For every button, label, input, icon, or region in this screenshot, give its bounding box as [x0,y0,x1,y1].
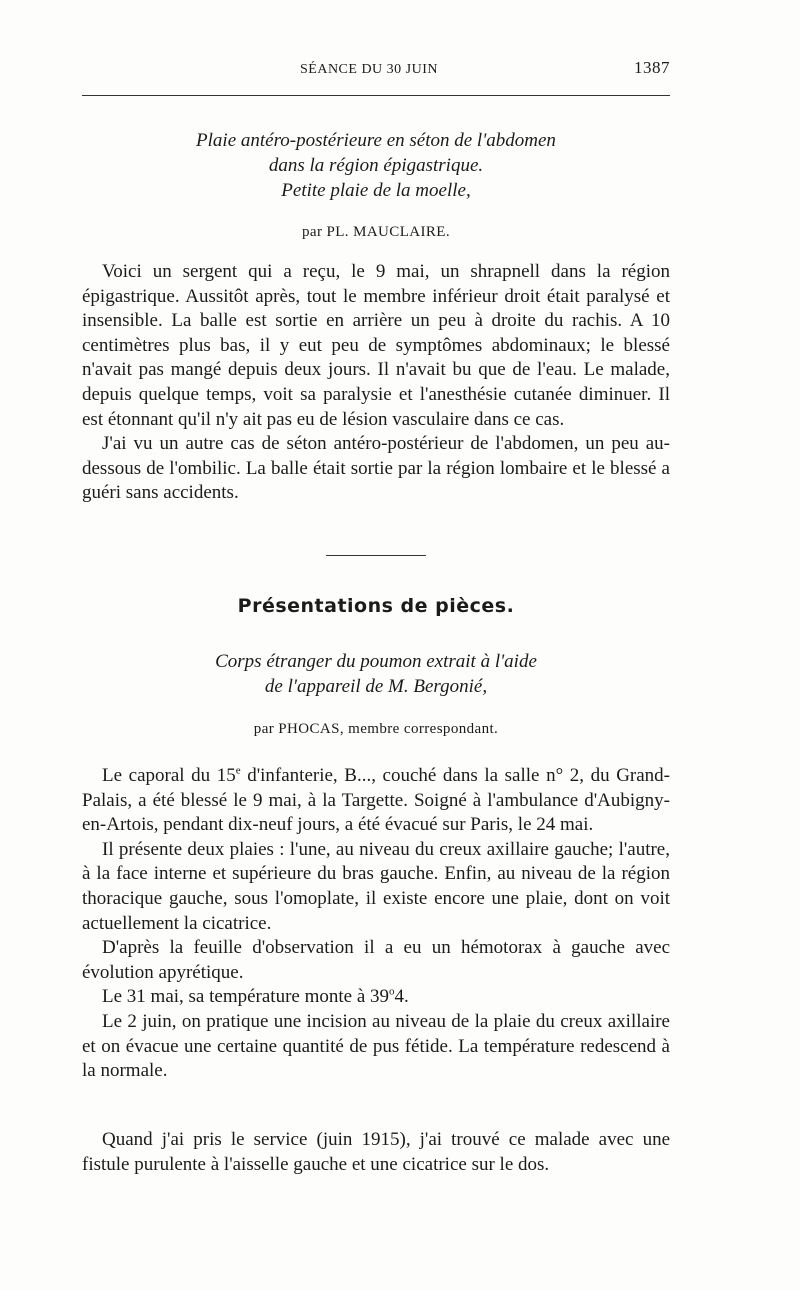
paragraph: D'après la feuille d'observation il a eu un hémotorax à gauche avec évolution apyrétique. [82,937,670,983]
text-run: Le caporal du 15 [102,765,236,786]
paragraph [82,985,670,1010]
article1-title-line: Petite plaie de la moelle, [281,180,471,201]
article1-body [82,260,670,506]
header-rule [82,95,670,96]
article1-author: par PL. MAUCLAIRE. [301,224,451,240]
paragraph: Il présente deux plaies : l'une, au niveau du creux axillaire gauche; l'autre, à la face interne et supérieure du bras gauche. Enfin, au niveau de la région thoracique gauche, sous l'omoplate, il existe encore une plaie, dont on voit actuellement la cicatrice. [82,838,670,934]
text-run: d'infanterie, B..., couché dans la salle n° 2, du Grand-Palais, a été blessé le 9 mai, à la Targette. Soigné à l'ambulance d'Aubigny-en-Artois, pendant dix-neuf jours, a été évacué sur Paris, le 24 mai. [82,765,670,836]
article2-title [82,649,670,699]
page-number: 1387 [634,58,670,77]
article2-body [82,764,670,1084]
article2-body-continued [82,1128,670,1177]
paragraph: Le 2 juin, on pratique une incision au niveau de la plaie du creux axillaire et on évacue une certaine quantité de pus fétide. La température redescend à la normale. [82,1010,670,1082]
paragraph: Quand j'ai pris le service (juin 1915), j'ai trouvé ce malade avec une fistule purulente à l'aisselle gauche et une cicatrice sur le dos. [82,1129,670,1175]
running-title: SÉANCE DU 30 JUIN [300,62,438,77]
article1-title-line: Plaie antéro-postérieure en séton de l'abdomen [196,130,556,151]
text-run: Le 31 mai, sa température monte à 39 [102,986,390,1008]
article2-author: par PHOCAS, membre correspondant. [253,721,499,737]
article1-title [82,128,670,203]
article2-title-line: de l'appareil de M. Bergonié, [264,676,488,697]
article2-title-line: Corps étranger du poumon extrait à l'aide [215,651,537,672]
section-separator [326,555,426,556]
paragraph: J'ai vu un autre cas de séton antéro-postérieur de l'abdomen, un peu au-dessous de l'ombilic. La balle était sortie par la région lombaire et le blessé a guéri sans accidents. [82,433,670,504]
section-heading: Présentations de pièces. [237,595,515,617]
superscript: o [389,986,395,999]
text-run: 4. [394,986,409,1008]
running-header [82,58,670,78]
paragraph [82,764,670,838]
article1-title-line: dans la région épigastrique. [268,155,484,176]
paragraph: Voici un sergent qui a reçu, le 9 mai, un shrapnell dans la région épigastrique. Aussitôt après, tout le membre inférieur droit était paralysé et insensible. La balle est sortie en arrière un peu à droite du rachis. A 10 centimètres plus bas, il y eut peu de symptômes abdominaux; le blessé n'avait pas mangé depuis deux jours. Il n'avait bu que de l'eau. Le malade, depuis quelque temps, voit sa paralysie et l'anesthésie cutanée diminuer. Il est étonnant qu'il n'y ait pas eu de lésion vasculaire dans ce cas. [82,261,670,430]
superscript: e [235,764,241,777]
